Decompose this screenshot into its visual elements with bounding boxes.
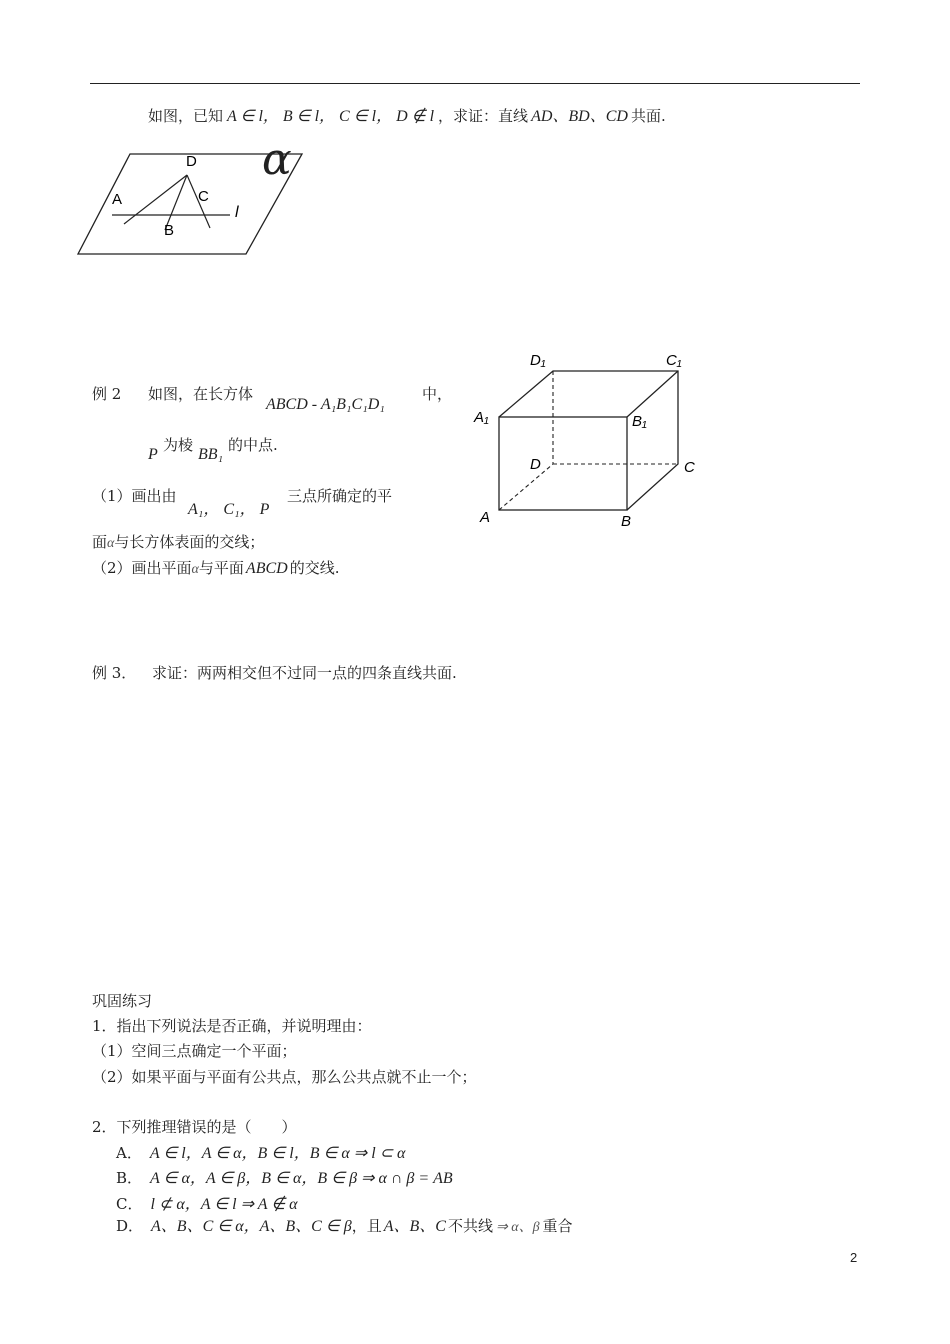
example2-p: P: [148, 446, 158, 463]
example2-edge: BB₁: [198, 446, 224, 463]
example2-text2-end: 的中点.: [228, 436, 278, 454]
cube-label-b1: B₁: [632, 413, 647, 430]
practice-q1-item2: （2）如果平面与平面有公共点，那么公共点就不止一个；: [92, 1068, 477, 1086]
plane-alpha-label: α: [262, 134, 292, 185]
example2-q1-line2: 面α与长方体表面的交线；: [92, 533, 265, 551]
example2-q2: （2）画出平面α与平面 ABCD 的交线.: [92, 559, 340, 577]
hidden-edge-ad: [499, 464, 553, 510]
example2-q1-prefix: （1）画出由: [92, 487, 177, 505]
example2-label: 例 2: [92, 385, 122, 403]
example2-line1: 如图，在长方体: [148, 385, 254, 403]
header-rule: [90, 83, 860, 84]
option-a: A． A ∈ l，A ∈ α，B ∈ l，B ∈ α ⇒ l ⊂ α: [116, 1144, 406, 1162]
label-d: D: [186, 153, 197, 170]
practice-q2: 2．下列推理错误的是（ ）: [92, 1118, 297, 1136]
example2-q1-suffix: 三点所确定的平: [287, 487, 393, 505]
cube-label-d1: D₁: [530, 352, 546, 369]
cube-label-c: C: [684, 459, 695, 476]
label-l: l: [235, 204, 239, 221]
practice-heading: 巩固练习: [92, 992, 153, 1010]
example2-solid: ABCD - A₁B₁C₁D₁: [266, 396, 385, 413]
option-c: C． l ⊄ α，A ∈ l ⇒ A ∉ α: [116, 1195, 298, 1213]
practice-q1: 1．指出下列说法是否正确，并说明理由：: [92, 1017, 372, 1035]
example3-label: 例 3．: [92, 664, 137, 682]
page-number: 2: [850, 1250, 858, 1265]
cube-label-c1: C₁: [666, 352, 682, 369]
back-top-edges: [499, 371, 678, 510]
cube-label-a: A: [480, 509, 491, 526]
example2-q1-points: A₁， C₁， P: [188, 501, 270, 518]
cube-label-d: D: [530, 456, 541, 473]
example2-text2: 为棱: [163, 436, 194, 454]
example1-statement: 如图，已知 A ∈ l， B ∈ l， C ∈ l， D ∉ l ，求证：直线 AD、BD、CD 共面.: [148, 107, 666, 125]
cube-label-a1: A₁: [474, 409, 489, 426]
example2-line1-end: 中，: [422, 385, 453, 403]
label-a: A: [112, 191, 123, 208]
option-b: B． A ∈ α，A ∈ β，B ∈ α，B ∈ β ⇒ α ∩ β = AB: [116, 1169, 453, 1187]
label-c: C: [198, 188, 209, 205]
cuboid-diagram: [470, 345, 710, 535]
cube-label-b: B: [621, 513, 632, 530]
edge-b1c1: [627, 371, 678, 417]
practice-q1-item1: （1）空间三点确定一个平面；: [92, 1042, 297, 1060]
option-d: D． A、B、C ∈ α，A、B、C ∈ β，且 A、B、C 不共线 ⇒ α、β 重合: [116, 1217, 573, 1235]
example3-text: 求证：两两相交但不过同一点的四条直线共面.: [152, 664, 457, 682]
label-b: B: [164, 222, 175, 239]
